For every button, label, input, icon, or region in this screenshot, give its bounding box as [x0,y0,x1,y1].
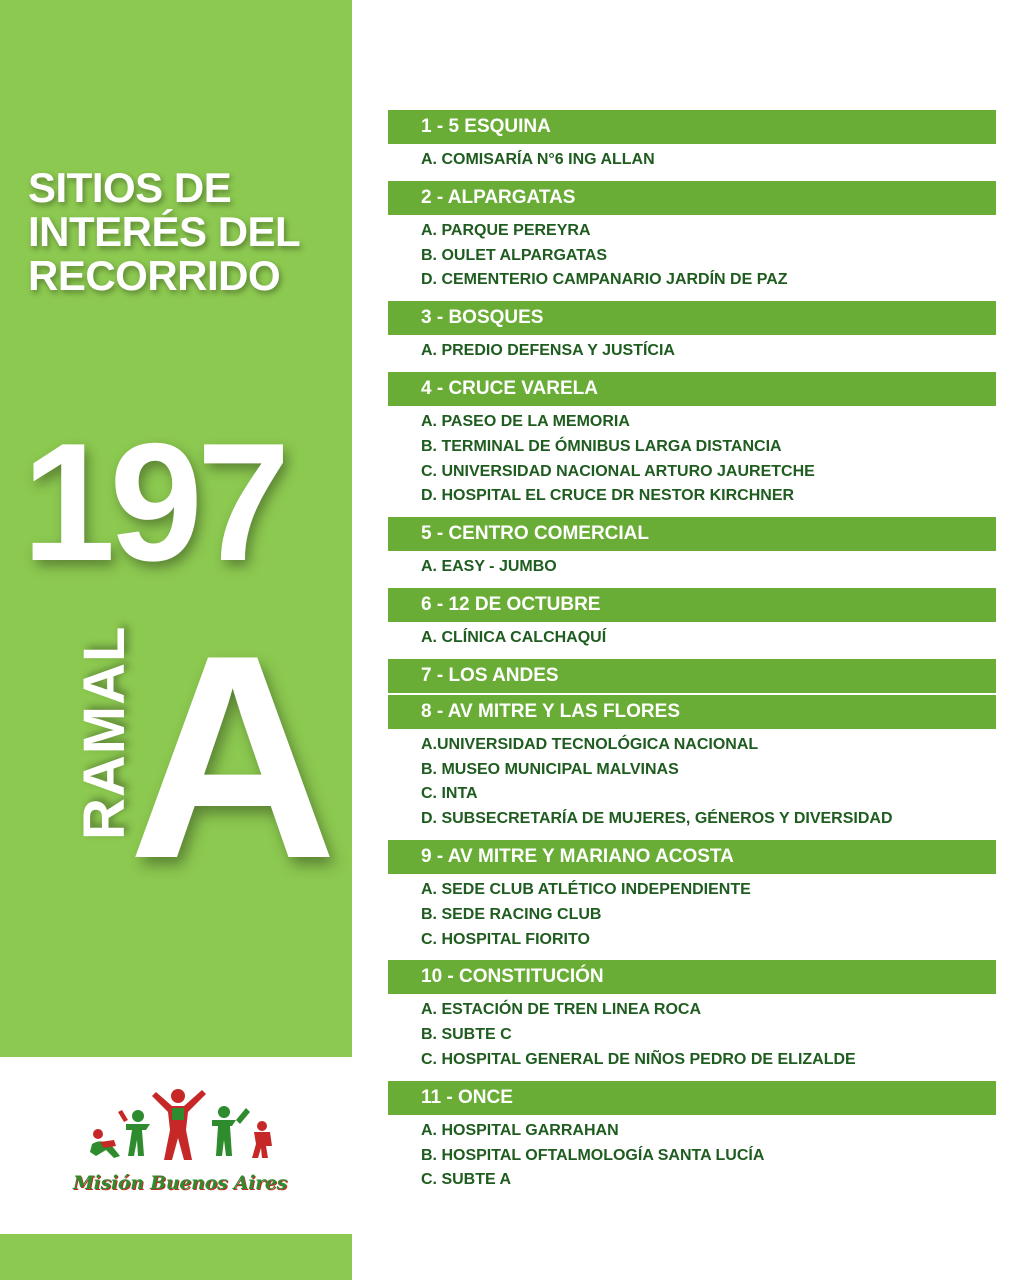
stop-items [388,406,996,517]
stop-header: 11 - ONCE [388,1081,996,1115]
list-item: A. PARQUE PEREYRA [421,221,591,239]
stop-section [388,695,996,840]
ramal-letter: A [128,595,338,919]
stop-header: 8 - AV MITRE Y LAS FLORES [388,695,996,729]
stop-header: 10 - CONSTITUCIÓN [388,960,996,994]
list-item: A. ESTACIÓN DE TREN LINEA ROCA [421,1001,702,1019]
list-item: B. OULET ALPARGATAS [421,246,608,264]
stop-header: 5 - CENTRO COMERCIAL [388,517,996,551]
list-item: B. TERMINAL DE ÓMNIBUS LARGA DISTANCIA [421,437,782,455]
list-item: A. COMISARÍA N°6 ING ALLAN [421,151,655,168]
stop-items [388,874,996,960]
stop-section [388,181,996,301]
list-item: C. SUBTE A [421,1171,512,1189]
stop-section [388,301,996,372]
stop-section [388,1081,996,1201]
route-number: 197 [22,408,285,596]
sidebar-panel [0,0,352,1057]
mision-buenos-aires-logo [60,1086,300,1206]
stop-section [388,517,996,588]
list-item: A. SEDE CLUB ATLÉTICO INDEPENDIENTE [421,880,751,898]
sidebar-title-line: SITIOS DE [28,164,232,211]
list-item: A. HOSPITAL GARRAHAN [421,1121,619,1139]
sidebar-bottom-strip [0,1234,352,1280]
list-item: D. HOSPITAL EL CRUCE DR NESTOR KIRCHNER [421,487,795,505]
stop-items [388,144,996,181]
sidebar-title [28,166,348,298]
logo-wordmark: Misión Buenos Aires [72,1172,288,1194]
stop-items [388,1115,996,1201]
stop-section [388,372,996,517]
stop-header: 9 - AV MITRE Y MARIANO ACOSTA [388,840,996,874]
list-item: C. HOSPITAL FIORITO [421,930,590,948]
people-figures-icon [86,1086,276,1166]
list-item: A. PASEO DE LA MEMORIA [421,412,630,430]
stop-header: 1 - 5 ESQUINA [388,110,996,144]
stop-items [388,215,996,301]
stop-section [388,110,996,181]
stop-header: 6 - 12 DE OCTUBRE [388,588,996,622]
list-item: A. EASY - JUMBO [421,558,557,576]
stop-header: 7 - LOS ANDES [388,659,996,693]
list-item: C. INTA [421,785,478,803]
list-item: D. CEMENTERIO CAMPANARIO JARDÍN DE PAZ [421,271,788,289]
list-item: B. SEDE RACING CLUB [421,905,602,923]
stop-items [388,994,996,1080]
ramal-label: RAMAL [72,625,137,840]
stop-section [388,960,996,1080]
points-of-interest-list [388,110,996,1201]
stop-section [388,840,996,960]
stop-items [388,335,996,372]
sidebar-title-line: INTERÉS DEL [28,208,301,255]
stop-header: 2 - ALPARGATAS [388,181,996,215]
stop-items [388,729,996,840]
stop-header: 3 - BOSQUES [388,301,996,335]
stop-header: 4 - CRUCE VARELA [388,372,996,406]
stop-section [388,659,996,693]
list-item: C. HOSPITAL GENERAL DE NIÑOS PEDRO DE ELIZALDE [421,1050,856,1068]
list-item: A. CLÍNICA CALCHAQUÍ [421,628,607,646]
stop-items [388,622,996,659]
list-item: A. PREDIO DEFENSA Y JUSTÍCIA [421,342,675,360]
sidebar-title-line: RECORRIDO [28,252,281,299]
stop-items [388,551,996,588]
list-item: B. HOSPITAL OFTALMOLOGÍA SANTA LUCÍA [421,1146,765,1164]
stop-section [388,588,996,659]
list-item: A.UNIVERSIDAD TECNOLÓGICA NACIONAL [421,735,759,753]
list-item: B. SUBTE C [421,1026,512,1044]
list-item: B. MUSEO MUNICIPAL MALVINAS [421,760,679,778]
list-item: C. UNIVERSIDAD NACIONAL ARTURO JAURETCHE [421,462,815,480]
list-item: D. SUBSECRETARÍA DE MUJERES, GÉNEROS Y DIVERSIDAD [421,810,893,828]
